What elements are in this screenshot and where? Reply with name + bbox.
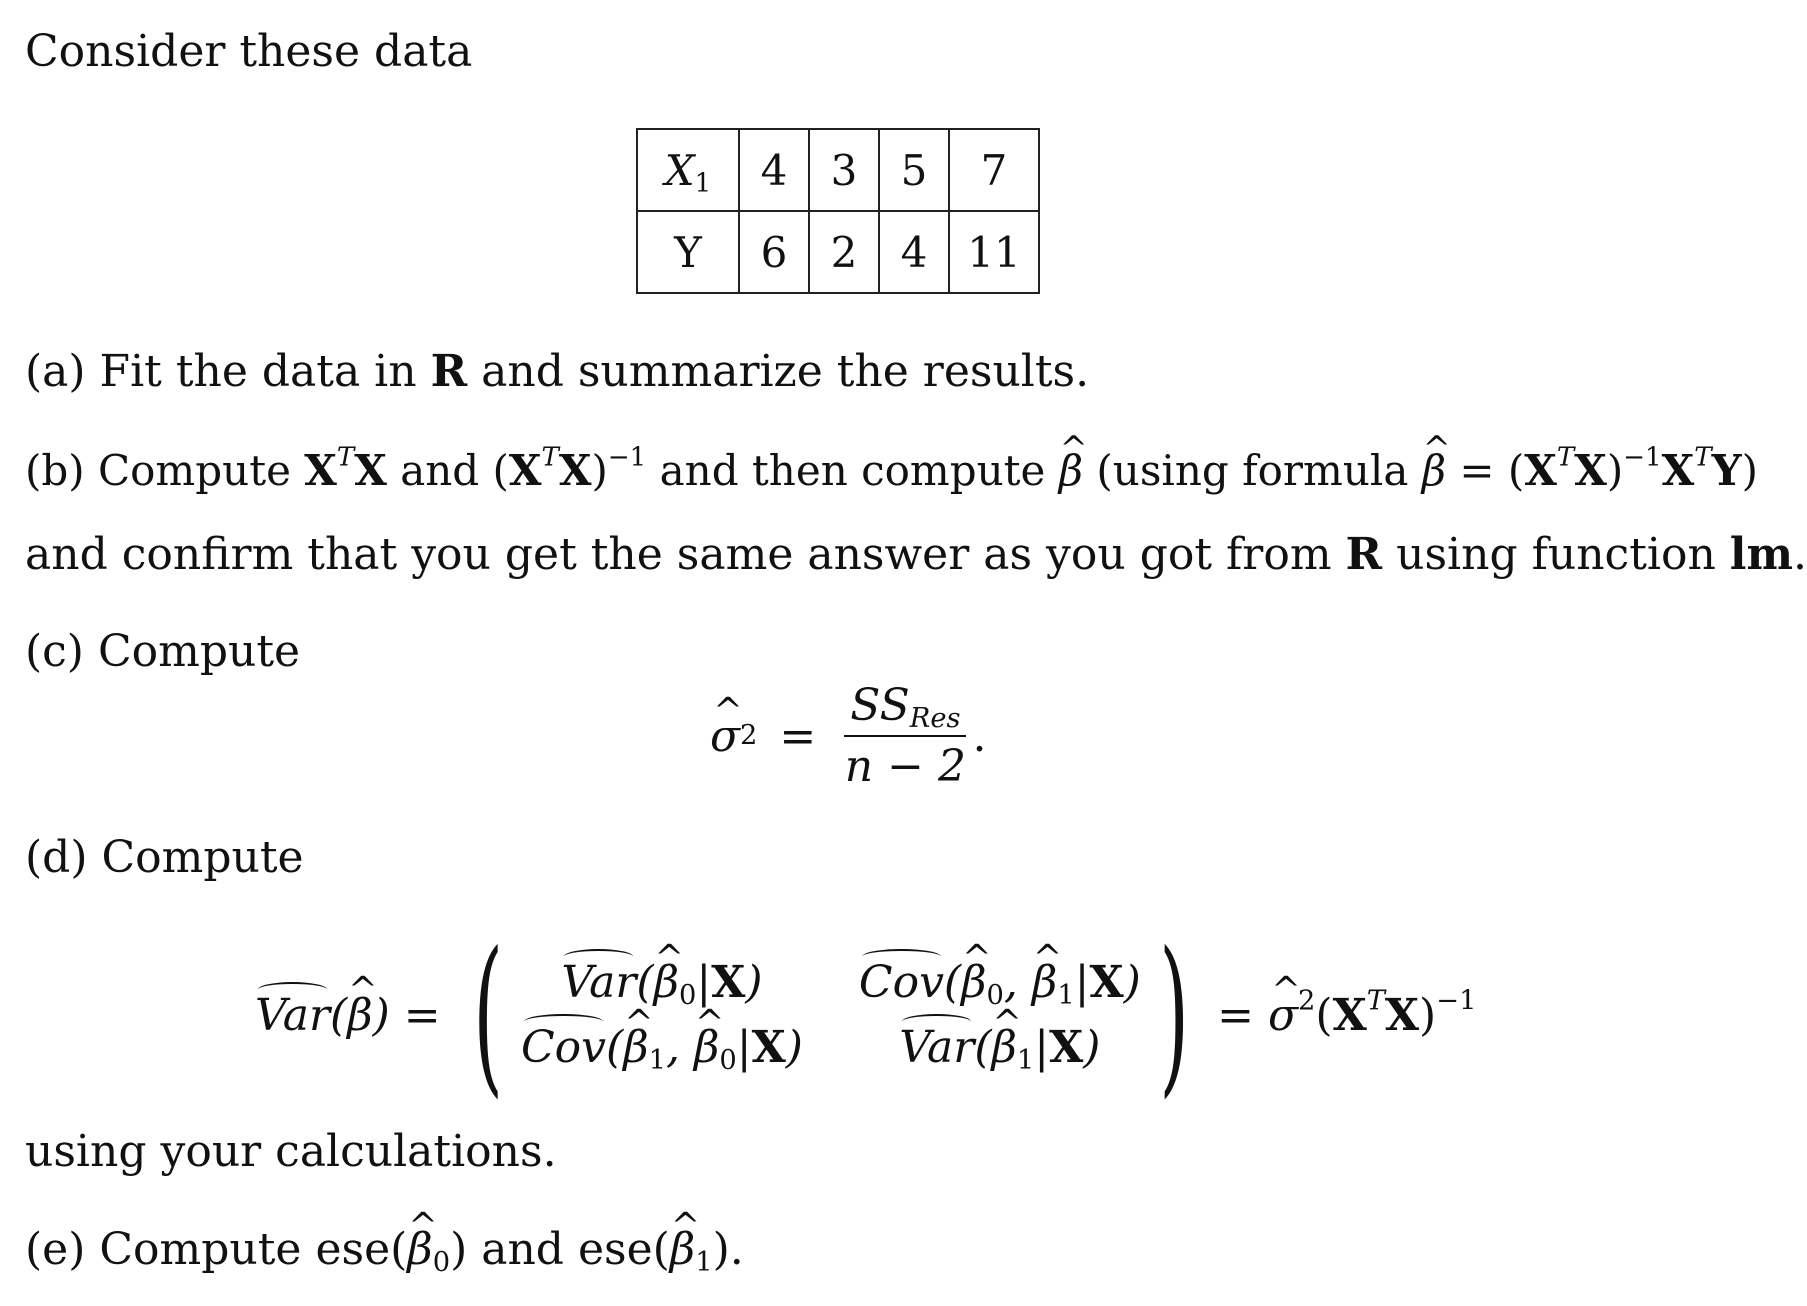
x-value: 7 [949, 129, 1039, 211]
part-d-after: using your calculations. [25, 1126, 557, 1177]
part-e: (e) Compute ese(^ $\beta_0$) and ese(^ $\beta_1$). [25, 1228, 744, 1272]
sigma-hat-symbol: ^ σ [710, 711, 740, 762]
data-table [636, 128, 1040, 294]
matrix-cell: Var(^ $\beta_1|X$) [859, 1022, 1141, 1073]
fraction: $\frac{SS_{Res}}{n - 2}$ [844, 680, 966, 792]
x-value: 5 [879, 129, 949, 211]
y-value: 11 [949, 211, 1039, 293]
y-value: 4 [879, 211, 949, 293]
matrix-cell: Cov(^ $\beta_0$, ^ $\beta_1|X$) [859, 957, 1141, 1008]
x-value: 3 [809, 129, 879, 211]
variance-matrix-equation: Var(^ β) = ( Var(^ $\beta_0|X$) Cov(^ $\beta_0$, ^ $\beta_1|X$) Cov(^ $\beta_1$, ^ $\beta_0|X$) Var(^ $\beta_1|X$) ) = ^ $\sigma^2(X^TX)^{-1}$ [255, 930, 1476, 1100]
matrix-cell: Var(^ $\beta_0|X$) [521, 957, 803, 1008]
part-b-line-2: and confirm that you get the same answer as you got from R using function lm. [25, 529, 1807, 580]
table-row-x [637, 129, 1039, 211]
part-a: (a) Fit the data in R and summarize the results. [25, 346, 1090, 397]
matrix-cell: Cov(^ $\beta_1$, ^ $\beta_0|X$) [521, 1022, 803, 1073]
y-header: Y [637, 211, 739, 293]
sigma-formula: ^ σ 2 = $\frac{SS_{Res}}{n - 2}$ . [710, 680, 986, 792]
intro-text: Consider these data [25, 26, 473, 77]
y-value: 2 [809, 211, 879, 293]
covariance-matrix [521, 957, 1141, 1076]
y-value: 6 [739, 211, 809, 293]
x-header: $X_1$ [637, 129, 739, 211]
left-paren: ( [472, 916, 503, 1114]
table-row-y [637, 211, 1039, 293]
x-value: 4 [739, 129, 809, 211]
right-paren: ) [1159, 916, 1189, 1114]
part-c-label: (c) Compute [25, 626, 301, 677]
part-d-label: (d) Compute [25, 832, 304, 883]
part-b-line-1: (b) Compute $X^TX$ and $(X^TX)^{-1}$ and then compute ^ β (using formula ^ $\beta = (X^TX)^{-1}X^TY$) [25, 450, 1758, 492]
